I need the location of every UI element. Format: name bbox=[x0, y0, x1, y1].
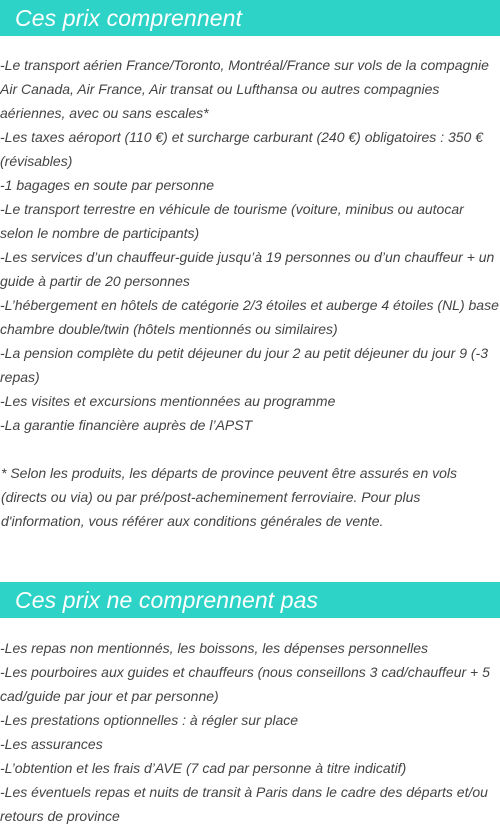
list-item: -Les visites et excursions mentionnées au programme bbox=[0, 393, 336, 409]
list-item: -Les taxes aéroport (110 €) et surcharge carburant (240 €) obligatoires : 350 € (révisables) bbox=[0, 129, 484, 169]
list-item: -Le transport terrestre en véhicule de tourisme (voiture, minibus ou autocar selon le nombre de participants) bbox=[0, 201, 464, 241]
prices-excluded-header bbox=[0, 582, 500, 618]
list-item: -L’hébergement en hôtels de catégorie 2/3 étoiles et auberge 4 étoiles (NL) base chambre double/twin (hôtels mentionnés ou similaires) bbox=[0, 297, 499, 337]
prices-excluded-section bbox=[0, 582, 500, 828]
prices-included-title: Ces prix comprennent bbox=[15, 4, 242, 31]
list-item: -Le transport aérien France/Toronto, Montréal/France sur vols de la compagnie Air Canada, Air France, Air transat ou Lufthansa ou autres compagnies aériennes, avec ou sans escales* bbox=[0, 57, 489, 121]
list-item: -La garantie financière auprès de l’APST bbox=[0, 417, 253, 433]
prices-included-list bbox=[0, 53, 500, 437]
prices-excluded-title: Ces prix ne comprennent pas bbox=[15, 586, 319, 613]
list-item: -L’obtention et les frais d’AVE (7 cad par personne à titre indicatif) bbox=[0, 760, 407, 776]
list-item: -Les pourboires aux guides et chauffeurs (nous conseillons 3 cad/chauffeur + 5 cad/guide par jour et par personne) bbox=[0, 664, 490, 704]
list-item: -Les assurances bbox=[0, 736, 103, 752]
list-item: -Les services d’un chauffeur-guide jusqu’à 19 personnes ou d’un chauffeur + un guide à partir de 20 personnes bbox=[0, 249, 495, 289]
list-item: -La pension complète du petit déjeuner du jour 2 au petit déjeuner du jour 9 (-3 repas) bbox=[0, 345, 488, 385]
list-item: -Les repas non mentionnés, les boissons, les dépenses personnelles bbox=[0, 640, 429, 656]
list-item: -Les prestations optionnelles : à régler sur place bbox=[0, 712, 299, 728]
list-item: -Les éventuels repas et nuits de transit à Paris dans le cadre des départs et/ou retours de province bbox=[0, 784, 488, 824]
prices-included-header bbox=[0, 0, 500, 36]
flight-footnote: * Selon les produits, les départs de province peuvent être assurés en vols (directs ou via) ou par pré/post-acheminement ferroviaire. Pour plus d'information, vous référer aux conditions générales de vente. bbox=[1, 465, 458, 529]
list-item: -1 bagages en soute par personne bbox=[0, 177, 215, 193]
prices-excluded-list bbox=[0, 636, 500, 828]
